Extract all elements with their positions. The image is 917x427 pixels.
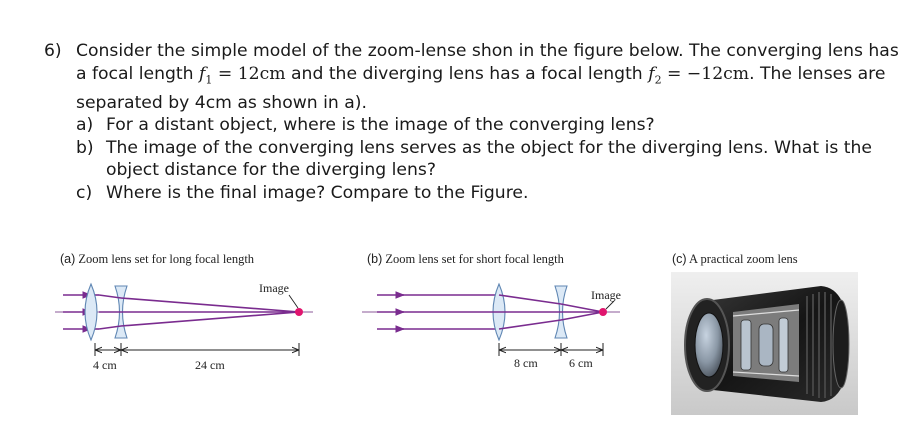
panel-b-title	[367, 252, 564, 267]
converging-ray	[121, 312, 299, 326]
panel-c-title-text: A practical zoom lens	[689, 252, 798, 266]
dim-label-24cm: 24 cm	[195, 358, 225, 372]
panel-a-tag: (a)	[60, 252, 76, 266]
f1-subscript: 1	[205, 73, 213, 87]
intro-part1: Consider the simple model of the zoom-lense shon in the figure below. The converging lens has a focal length	[76, 41, 899, 84]
panel-a-title-text: Zoom lens set for long focal length	[78, 252, 255, 266]
f2-subscript: 2	[654, 73, 662, 87]
converging-ray	[561, 312, 603, 320]
intro-part2: and the diverging lens has a focal length	[291, 63, 643, 84]
f1-formula	[199, 63, 286, 87]
problem-number: 6)	[44, 41, 62, 61]
f1-value: = 12cm	[212, 63, 286, 84]
converging-lens	[85, 284, 97, 340]
image-point	[295, 308, 303, 316]
question-b	[76, 137, 904, 182]
panel-a-title	[60, 252, 254, 267]
panel-c-tag: (c)	[672, 252, 687, 266]
interior-element	[741, 320, 751, 370]
problem-intro	[76, 40, 904, 114]
question-text: For a distant object, where is the image of the converging lens?	[106, 115, 655, 136]
question-letter: a)	[76, 115, 94, 136]
panel-b-tag: (b)	[367, 252, 383, 266]
converging-ray	[121, 298, 299, 312]
f2-symbol: f	[648, 63, 655, 84]
image-label: Image	[259, 281, 289, 295]
question-letter: b)	[76, 137, 94, 158]
panel-b-title-text: Zoom lens set for short focal length	[385, 252, 564, 266]
interior-element	[779, 318, 788, 372]
problem-statement	[44, 40, 904, 205]
question-text: The image of the converging lens serves as the object for the diverging lens. What is the object distance for the diverging lens?	[106, 137, 872, 181]
f1-symbol: f	[199, 63, 206, 84]
image-point	[599, 308, 607, 316]
f2-formula	[648, 63, 750, 87]
f2-value: = −12cm	[661, 63, 750, 84]
interior-element	[759, 324, 773, 366]
intro-part3: . The lenses are separated by 4cm as shown in a).	[76, 63, 886, 113]
ray-segment	[499, 295, 561, 304]
dim-label-4cm: 4 cm	[93, 358, 117, 372]
panel-b-diagram	[362, 275, 622, 375]
dim-label-8cm: 8 cm	[514, 356, 538, 370]
question-c	[76, 182, 904, 205]
zoom-lens-photo	[671, 272, 858, 415]
image-leader	[289, 295, 298, 308]
converging-ray	[561, 304, 603, 312]
question-letter: c)	[76, 183, 93, 203]
panel-a-diagram	[55, 275, 315, 375]
panel-c-title	[672, 252, 798, 267]
image-leader	[606, 301, 614, 309]
question-a	[76, 114, 904, 137]
ray-segment	[499, 320, 561, 329]
dim-label-6cm: 6 cm	[569, 356, 593, 370]
front-glass	[695, 313, 723, 377]
rear-mount	[833, 300, 849, 388]
image-label: Image	[591, 288, 621, 302]
question-text: Where is the final image? Compare to the Figure.	[106, 183, 529, 203]
